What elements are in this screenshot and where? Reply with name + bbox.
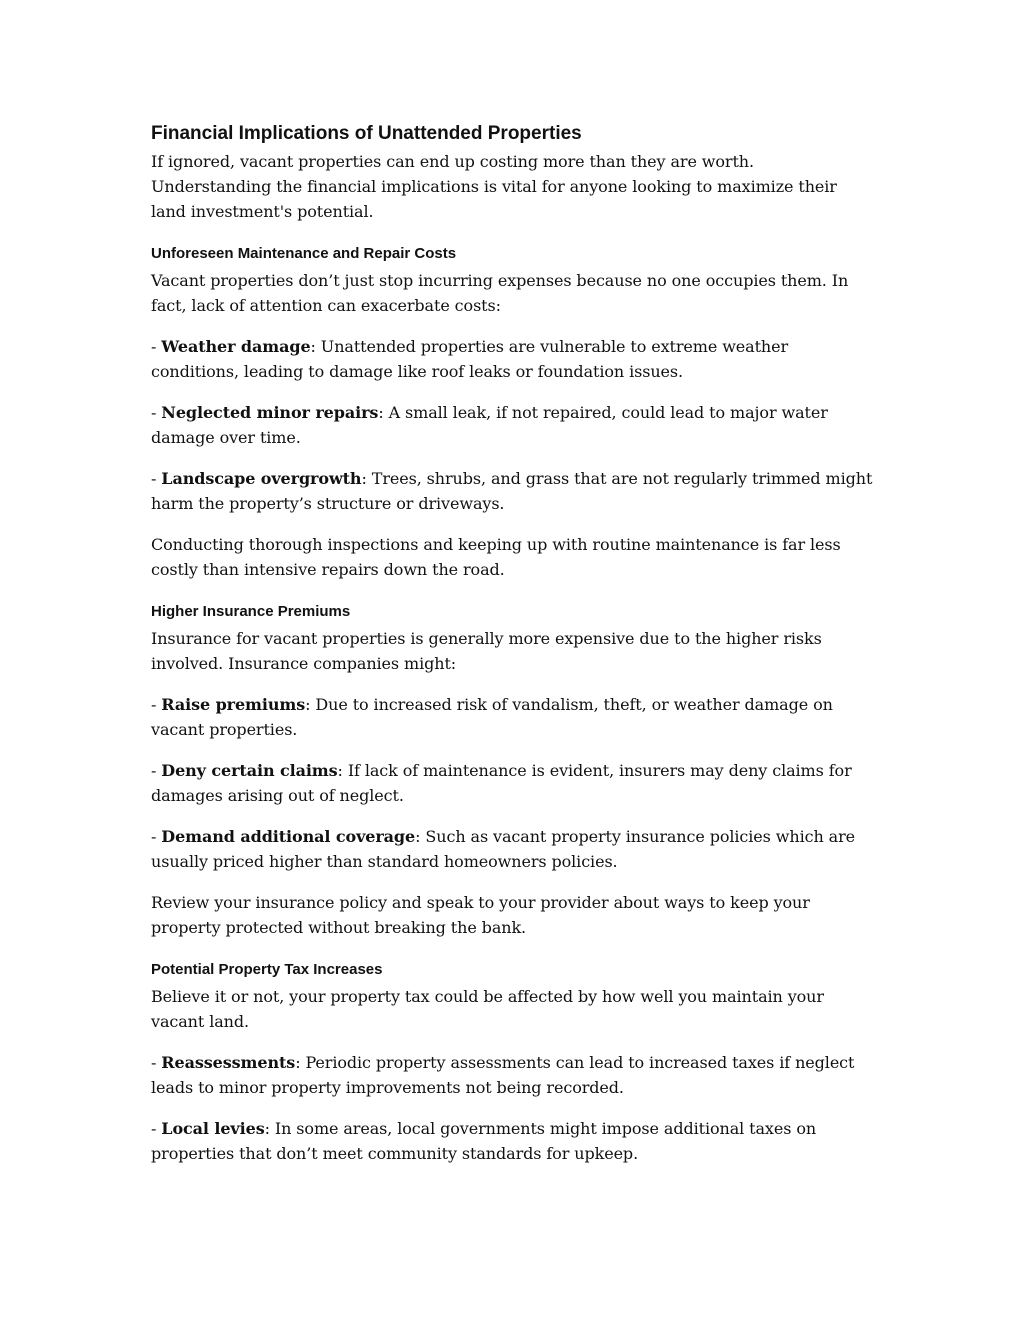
intro-paragraph: If ignored, vacant properties can end up costing more than they are worth. Understanding the financial implications is vital for anyone looking to maximize their land investment's potential. (151, 152, 837, 221)
list-item-text: : Trees, shrubs, and grass that are not regularly trimmed might harm the property’s structure or driveways. (151, 469, 873, 513)
list-item-text: : Due to increased risk of vandalism, theft, or weather damage on vacant properties. (151, 695, 833, 739)
list-item-term: Demand additional coverage (161, 827, 416, 846)
section-lead: Insurance for vacant properties is generally more expensive due to the higher risks involved. Insurance companies might: (151, 629, 822, 673)
section-property-tax (151, 960, 876, 1166)
list-item-text: : In some areas, local governments might impose additional taxes on properties that don’t meet community standards for upkeep. (151, 1119, 817, 1163)
list-item: - Weather damage: Unattended properties are vulnerable to extreme weather conditions, leading to damage like roof leaks or foundation issues. (151, 337, 789, 381)
list-item-term: Reassessments (161, 1053, 296, 1072)
list-item: - Raise premiums: Due to increased risk of vandalism, theft, or weather damage on vacant properties. (151, 695, 833, 739)
section-maintenance (151, 244, 876, 582)
section-lead: Vacant properties don’t just stop incurring expenses because no one occupies them. In fact, lack of attention can exacerbate costs: (151, 271, 849, 315)
section-heading: Potential Property Tax Increases (151, 961, 383, 978)
list-item: - Deny certain claims: If lack of maintenance is evident, insurers may deny claims for damages arising out of neglect. (151, 761, 852, 805)
document-page (151, 121, 876, 1166)
section-insurance (151, 602, 876, 940)
list-item-text: : Periodic property assessments can lead to increased taxes if neglect leads to minor property improvements not being recorded. (151, 1053, 855, 1097)
list-item-term: Neglected minor repairs (161, 403, 379, 422)
list-item: - Local levies: In some areas, local governments might impose additional taxes on properties that don’t meet community standards for upkeep. (151, 1119, 817, 1163)
list-item-term: Landscape overgrowth (161, 469, 362, 488)
section-heading: Unforeseen Maintenance and Repair Costs (151, 245, 457, 262)
list-item: - Neglected minor repairs: A small leak, if not repaired, could lead to major water damage over time. (151, 403, 828, 447)
section-lead: Believe it or not, your property tax could be affected by how well you maintain your vacant land. (151, 987, 824, 1031)
list-item-text: : Unattended properties are vulnerable to extreme weather conditions, leading to damage like roof leaks or foundation issues. (151, 337, 789, 381)
list-item-text: : A small leak, if not repaired, could lead to major water damage over time. (151, 403, 828, 447)
list-item: - Reassessments: Periodic property assessments can lead to increased taxes if neglect leads to minor property improvements not being recorded. (151, 1053, 855, 1097)
list-item: - Demand additional coverage: Such as vacant property insurance policies which are usually priced higher than standard homeowners policies. (151, 827, 855, 871)
section-closing: Review your insurance policy and speak to your provider about ways to keep your property protected without breaking the bank. (151, 893, 810, 937)
section-closing: Conducting thorough inspections and keeping up with routine maintenance is far less costly than intensive repairs down the road. (151, 535, 841, 579)
list-item: - Landscape overgrowth: Trees, shrubs, and grass that are not regularly trimmed might harm the property’s structure or driveways. (151, 469, 873, 513)
list-item-term: Local levies (161, 1119, 265, 1138)
section-heading: Higher Insurance Premiums (151, 603, 351, 620)
list-item-term: Deny certain claims (161, 761, 338, 780)
page-title: Financial Implications of Unattended Properties (151, 123, 582, 144)
list-item-term: Weather damage (161, 337, 311, 356)
list-item-text: : Such as vacant property insurance policies which are usually priced higher than standard homeowners policies. (151, 827, 855, 871)
list-item-text: : If lack of maintenance is evident, insurers may deny claims for damages arising out of neglect. (151, 761, 852, 805)
list-item-term: Raise premiums (161, 695, 306, 714)
